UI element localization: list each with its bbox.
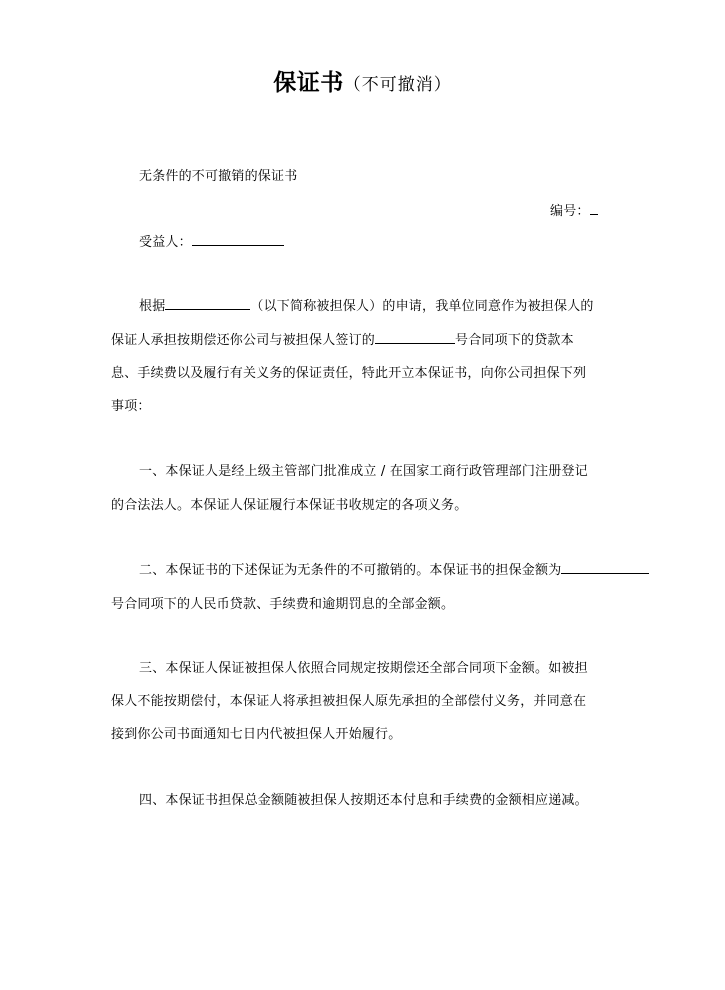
intro-line-1 <box>139 295 594 314</box>
clause-2-line-1 <box>139 559 649 578</box>
clause-2-l1-text: 二、本保证书的下述保证为无条件的不可撤销的。本保证书的担保金额为 <box>139 563 562 578</box>
intro-l1-b: （以下简称被担保人）的申请，我单位同意作为被担保人的 <box>250 299 594 314</box>
title-subtitle: （不可撤消） <box>343 75 452 95</box>
intro-l2-b: 号合同项下的贷款本 <box>455 333 574 348</box>
intro-line-2 <box>111 329 574 348</box>
clause-3-line-3: 接到你公司书面通知七日内代被担保人开始履行。 <box>111 727 402 742</box>
guarantee-amount-blank <box>561 560 649 574</box>
subheading: 无条件的不可撤销的保证书 <box>139 169 298 184</box>
intro-l1-a: 根据 <box>139 299 166 314</box>
document-title <box>0 64 725 97</box>
title-main: 保证书 <box>273 70 344 96</box>
clause-2-line-2: 号合同项下的人民币贷款、手续费和逾期罚息的全部金额。 <box>111 597 455 612</box>
beneficiary-blank <box>192 232 284 246</box>
clause-4-line-1: 四、本保证书担保总金额随被担保人按期还本付息和手续费的金额相应递减。 <box>139 793 588 808</box>
intro-l2-a: 保证人承担按期偿还你公司与被担保人签订的 <box>111 333 376 348</box>
contract-number-blank <box>375 330 455 344</box>
clause-1-line-1: 一、本保证人是经上级主管部门批准成立 / 在国家工商行政管理部门注册登记 <box>139 464 588 479</box>
applicant-blank <box>165 296 250 310</box>
beneficiary-label: 受益人： <box>139 235 192 250</box>
number-field <box>550 200 598 219</box>
number-blank <box>590 201 598 215</box>
number-label: 编号： <box>550 204 590 219</box>
clause-1-line-2: 的合法法人。本保证人保证履行本保证书收规定的各项义务。 <box>111 498 468 513</box>
intro-line-3: 息、手续费以及履行有关义务的保证责任，特此开立本保证书，向你公司担保下列 <box>111 366 587 381</box>
clause-3-line-1: 三、本保证人保证被担保人依照合同规定按期偿还全部合同项下金额。如被担 <box>139 661 588 676</box>
clause-3-line-2: 保人不能按期偿付，本保证人将承担被担保人原先承担的全部偿付义务，并同意在 <box>111 694 587 709</box>
intro-line-4: 事项： <box>111 399 151 414</box>
beneficiary-field <box>139 231 284 250</box>
